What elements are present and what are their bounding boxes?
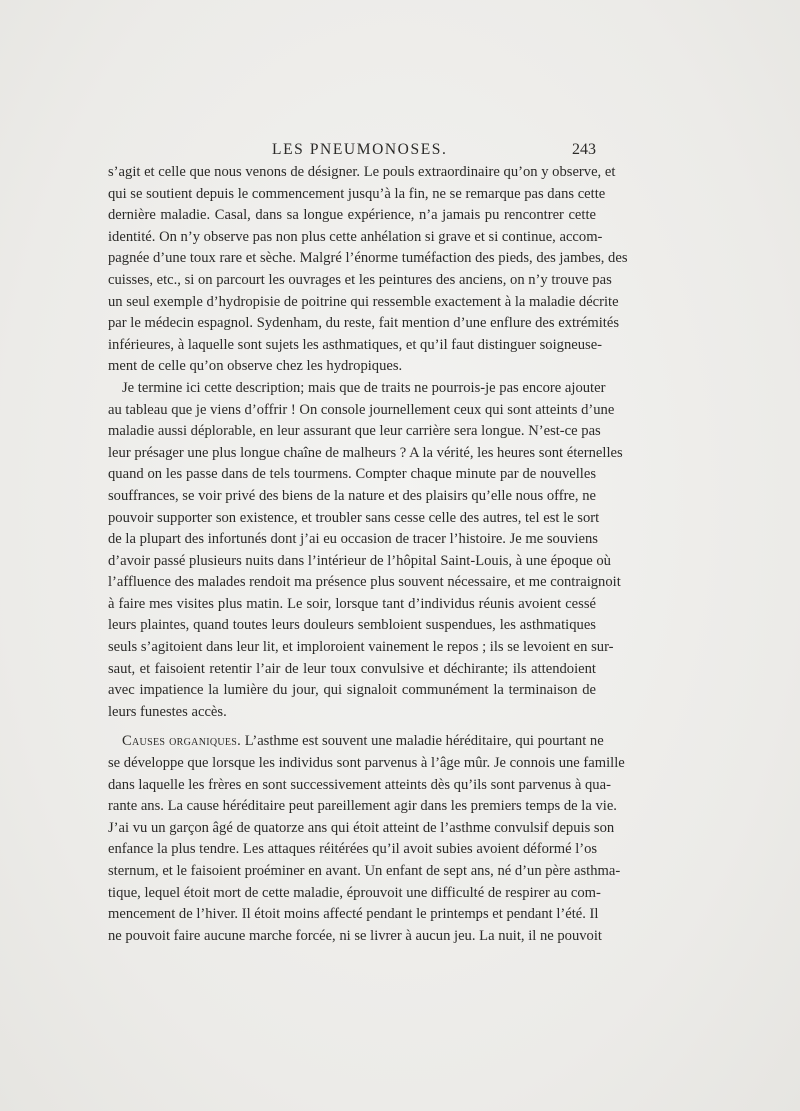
text-line: leur présager une plus longue chaîne de malheurs ? A la vérité, les heures sont éternelles — [108, 444, 623, 461]
text-line: avec impatience la lumière du jour, qui signaloit communément la terminaison de — [108, 682, 596, 699]
text-line: quand on les passe dans de tels tourmens. Compter chaque minute par de nouvelles — [108, 466, 596, 483]
text-line: pouvoir supporter son existence, et troubler sans cesse celle des autres, tel est le sort — [108, 509, 600, 526]
text-line: cuisses, etc., si on parcourt les ouvrages et les peintures des anciens, on n’y trouve pas — [108, 271, 612, 288]
text-line: se développe que lorsque les individus sont parvenus à l’âge mûr. Je connois une famille — [108, 755, 625, 772]
text-line: seuls s’agitoient dans leur lit, et imploroient vainement le repos ; ils se levoient en sur- — [108, 639, 614, 656]
text-line: saut, et faisoient retentir l’air de leur toux convulsive et déchirante; ils attendoient — [108, 660, 596, 677]
text-line: leurs funestes accès. — [108, 703, 227, 720]
text-line: Je termine ici cette description; mais que de traits ne pourrois-je pas encore ajouter — [122, 379, 606, 396]
text-line: au tableau que je viens d’offrir ! On console journellement ceux qui sont atteints d’une — [108, 401, 615, 418]
text-line: d’avoir passé plusieurs nuits dans l’intérieur de l’hôpital Saint-Louis, à une époque où — [108, 552, 611, 569]
body-text — [108, 162, 628, 947]
text-line: sternum, et le faisoient proéminer en avant. Un enfant de sept ans, né d’un père asthma- — [108, 863, 621, 879]
paragraph-2 — [108, 378, 623, 724]
text-line: identité. On n’y observe pas non plus cette anhélation si grave et si continue, accom- — [108, 228, 603, 245]
text-line: qui se soutient depuis le commencement jusqu’à la fin, ne se remarque pas dans cette — [108, 185, 606, 202]
paragraph-1 — [108, 162, 628, 378]
page-header — [108, 141, 596, 163]
text-line: de la plupart des infortunés dont j’ai eu occasion de tracer l’histoire. Je me souviens — [108, 531, 598, 548]
running-title: LES PNEUMONOSES. — [272, 141, 448, 158]
section-lead: Causes organiques. — [122, 733, 242, 750]
text-line — [108, 731, 604, 753]
text-line: l’affluence des malades rendoit ma présence plus souvent nécessaire, et me contraignoit — [108, 574, 621, 591]
text-line: par le médecin espagnol. Sydenham, du reste, fait mention d’une enflure des extrémités — [108, 315, 620, 332]
text-line: tique, lequel étoit mort de cette maladie, éprouvoit une difficulté de respirer au com- — [108, 884, 601, 901]
text-line: maladie aussi déplorable, en leur assurant que leur carrière sera longue. N’est-ce pas — [108, 423, 601, 440]
text-line: leurs plaintes, quand toutes leurs douleurs sembloient suspendues, les asthmatiques — [108, 617, 596, 634]
text-line: pagnée d’une toux rare et sèche. Malgré l’énorme tuméfaction des pieds, des jambes, des — [108, 250, 628, 267]
text-line: ment de celle qu’on observe chez les hydropiques. — [108, 358, 403, 375]
text-line: J’ai vu un garçon âgé de quatorze ans qui étoit atteint de l’asthme convulsif depuis son — [108, 819, 615, 836]
text-line: un seul exemple d’hydropisie de poitrine qui ressemble exactement à la maladie décrite — [108, 293, 619, 310]
paragraph-3 — [108, 731, 625, 947]
paragraph-gap — [108, 723, 596, 731]
text-line: dans laquelle les frères en sont successivement atteints dès qu’ils sont parvenus à qua- — [108, 776, 611, 793]
text-line: s’agit et celle que nous venons de désigner. Le pouls extraordinaire qu’on y observe, et — [108, 164, 616, 180]
text-line: enfance la plus tendre. Les attaques réitérées qu’il avoit subies avoient déformé l’os — [108, 841, 598, 858]
text-line: à faire mes visites plus matin. Le soir, lorsque tant d’individus réunis avoient cessé — [108, 595, 596, 612]
text-line: ne pouvoit faire aucune marche forcée, ni se livrer à aucun jeu. La nuit, il ne pouvoit — [108, 927, 602, 944]
page-number: 243 — [572, 141, 596, 158]
text-line-rest: L’asthme est souvent une maladie héréditaire, qui pourtant ne — [241, 733, 604, 750]
text-line: souffrances, se voir privé des biens de la nature et des plaisirs qu’elle nous offre, ne — [108, 487, 596, 504]
text-line: rante ans. La cause héréditaire peut pareillement agir dans les premiers temps de la vie. — [108, 798, 617, 815]
text-line: inférieures, à laquelle sont sujets les asthmatiques, et qu’il faut distinguer soigneuse- — [108, 336, 603, 353]
text-line: dernière maladie. Casal, dans sa longue expérience, n’a jamais pu rencontrer cette — [108, 207, 596, 224]
text-line: mencement de l’hiver. Il étoit moins affecté pendant le printemps et pendant l’été. Il — [108, 906, 599, 923]
